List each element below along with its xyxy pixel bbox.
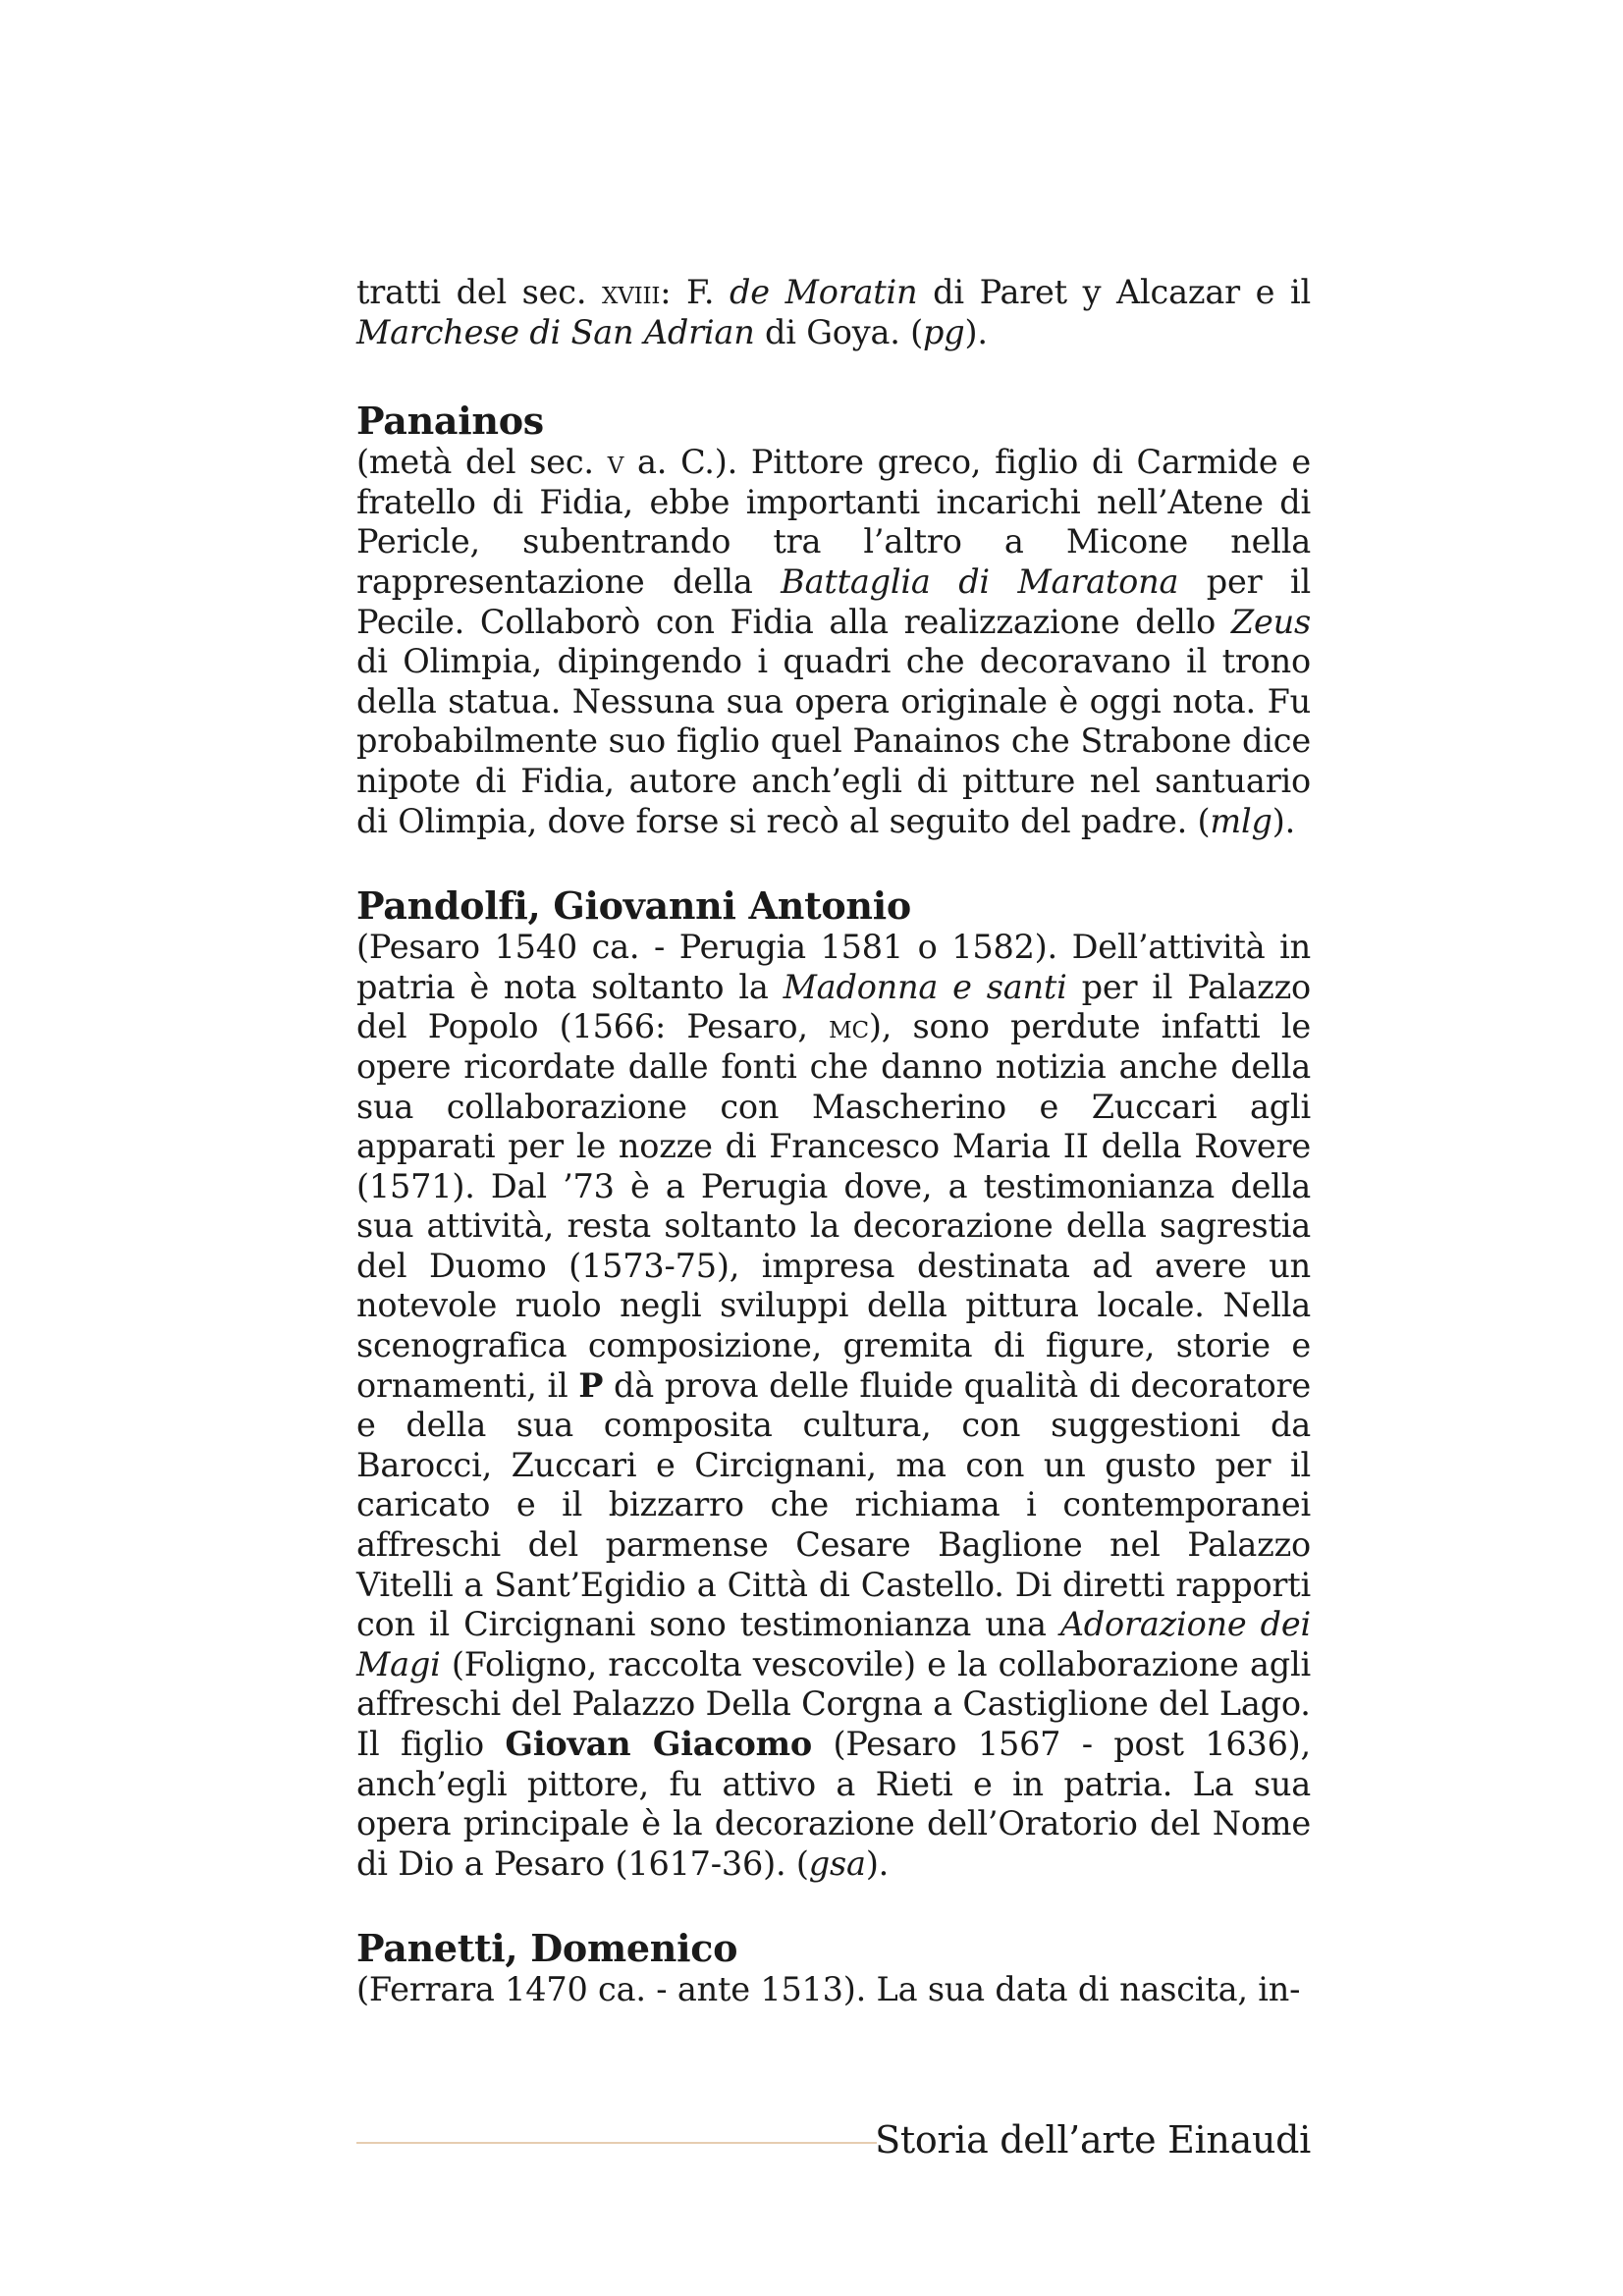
- footer-title: Storia dell’arte Einaudi: [875, 2118, 1311, 2162]
- entry-title-panainos: Panainos: [356, 399, 544, 444]
- footer-rule: [356, 2142, 877, 2144]
- entry-title-pandolfi: Pandolfi, Giovanni Antonio: [356, 883, 911, 929]
- page-footer: [356, 2112, 1311, 2171]
- entry-body-panainos: (metà del sec. v a. C.). Pittore greco, figlio di Carmide e fratello di Fidia, ebbe importanti incarichi nell’Atene di Pericle, subentrando tra l’altro a Micone nella rappresentazione della Battaglia di Maratona per il Pecile. Collaborò con Fidia alla realizzazione dello Zeus di Olimpia, dipingendo i quadri che decoravano il trono della statua. Nessuna sua opera originale è oggi nota. Fu probabilmente suo figlio quel Panainos che Strabone dice nipote di Fidia, autore anch’egli di pitture nel santuario di Olimpia, dove forse si recò al seguito del padre. (mlg).: [356, 443, 1312, 840]
- intro-paragraph: tratti del sec. xviii: F. de Moratin di Paret y Alcazar e il Marchese di San Adrian di Goya. (pg).: [356, 273, 1311, 351]
- entry-body-pandolfi-son: Il figlio Giovan Giacomo (Pesaro 1567 - post 1636), anch’egli pittore, fu attivo a Rieti e in patria. La sua opera principale è la decorazione dell’Oratorio del Nome di Dio a Pesaro (1617-36). (gsa).: [356, 1725, 1311, 1883]
- entry-body-pandolfi: (Pesaro 1540 ca. - Perugia 1581 o 1582). Dell’attività in patria è nota soltanto la Madonna e santi per il Palazzo del Popolo (1566: Pesaro, mc), sono perdute infatti le opere ricordate dalle fonti che danno notizia anche della sua collaborazione con Mascherino e Zuccari agli apparati per le nozze di Francesco Maria II della Rovere (1571). Dal ’73 è a Perugia dove, a testimonianza della sua attività, resta soltanto la decorazione della sagrestia del Duomo (1573-75), impresa destinata ad avere un notevole ruolo negli sviluppi della pittura locale. Nella scenografica composizione, gremita di figure, storie e ornamenti, il P dà prova delle fluide qualità di decoratore e della sua composita cultura, con suggestioni da Barocci, Zuccari e Circignani, ma con un gusto per il caricato e il bizzarro che richiama i contemporanei affreschi del parmense Cesare Baglione nel Palazzo Vitelli a Sant’Egidio a Città di Castello. Di diretti rapporti con il Circignani sono testimonianza una Adorazione dei Magi (Foligno, raccolta vescovile) e la collaborazione agli affreschi del Palazzo Della Corgna a Castiglione del Lago.: [356, 928, 1312, 1724]
- page-body: [356, 273, 1311, 2010]
- entry-title-panetti: Panetti, Domenico: [356, 1926, 738, 1971]
- entry-body-panetti: (Ferrara 1470 ca. - ante 1513). La sua data di nascita, in-: [356, 1970, 1301, 2009]
